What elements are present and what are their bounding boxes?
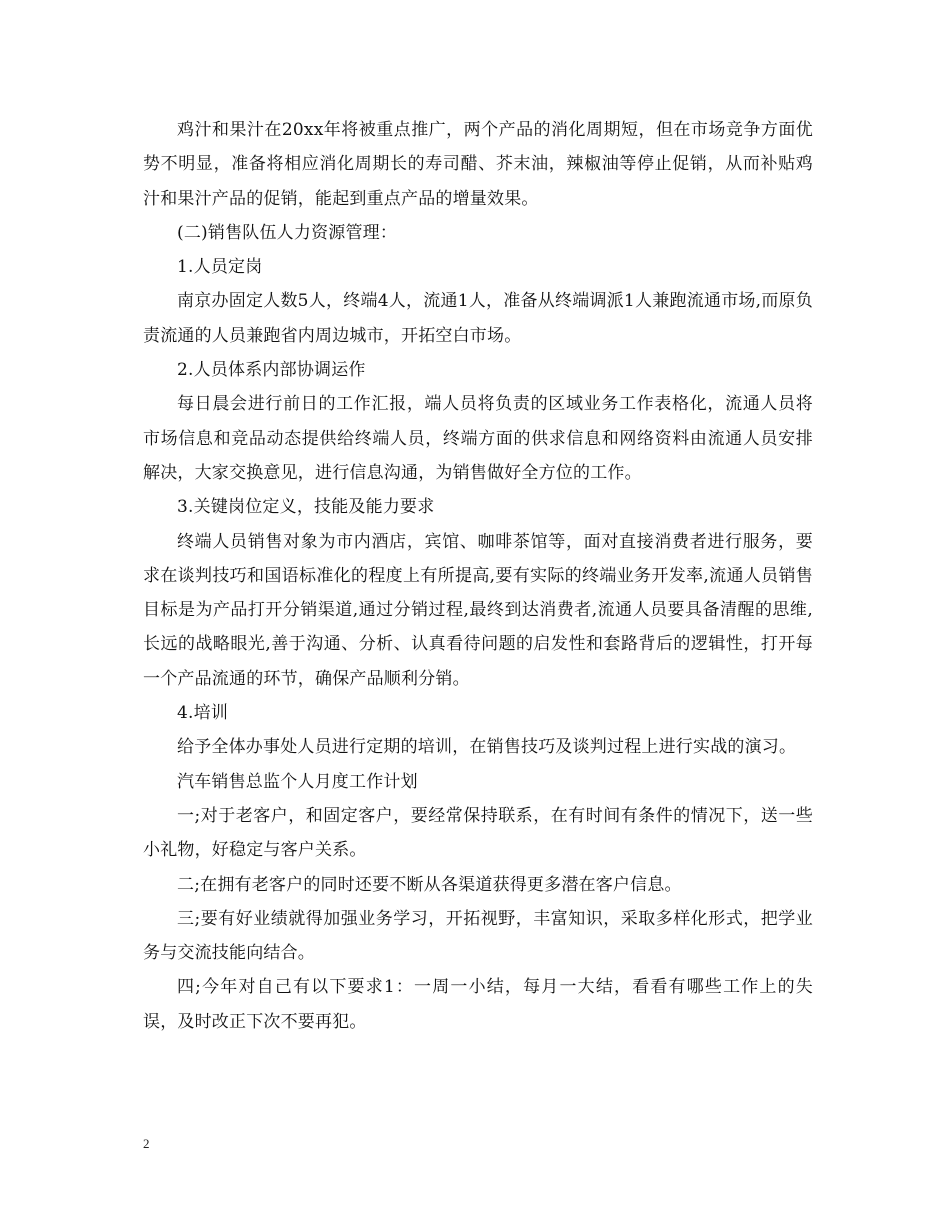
paragraph-plan-item-3: 三;要有好业绩就得加强业务学习，开拓视野，丰富知识，采取多样化形式，把学业务与交流技能向结合。 [143, 908, 813, 964]
page-number: 2 [143, 1136, 150, 1151]
document-body [143, 113, 813, 1039]
paragraph-internal-coordination: 每日晨会进行前日的工作汇报，端人员将负责的区域业务工作表格化，流通人员将市场信息和竞品动态提供给终端人员，终端方面的供求信息和网络资料由流通人员安排解决，大家交换意见，进行信息沟通，为销售做好全方位的工作。 [143, 394, 813, 483]
paragraph-key-positions: 终端人员销售对象为市内酒店，宾馆、咖啡茶馆等，面对直接消费者进行服务，要求在谈判技巧和国语标准化的程度上有所提高,要有实际的终端业务开发率,流通人员销售目标是为产品打开分销渠道,通过分销过程,最终到达消费者,流通人员要具备清醒的思维,长远的战略眼光,善于沟通、分析、认真看待问题的启发性和套路背后的逻辑性，打开每一个产品流通的环节，确保产品顺利分销。 [143, 531, 813, 689]
heading-internal-coordination: 2.人员体系内部协调运作 [177, 360, 366, 381]
paragraph-plan-item-2: 二;在拥有老客户的同时还要不断从各渠道获得更多潜在客户信息。 [177, 874, 682, 895]
heading-staff-positions: 1.人员定岗 [177, 257, 263, 278]
heading-sales-team-hr: (二)销售队伍人力资源管理： [177, 222, 398, 243]
paragraph-staff-positions: 南京办固定人数5人，终端4人，流通1人，准备从终端调派1人兼跑流通市场,而原负责流通的人员兼跑省内周边城市，开拓空白市场。 [143, 291, 813, 346]
paragraph-juice-promotion: 鸡汁和果汁在20xx年将被重点推广，两个产品的消化周期短，但在市场竞争方面优势不明显，准备将相应消化周期长的寿司醋、芥末油，辣椒油等停止促销，从而补贴鸡汁和果汁产品的促销，能起到重点产品的增量效果。 [143, 120, 813, 209]
heading-training: 4.培训 [177, 703, 229, 724]
paragraph-plan-item-4: 四;今年对自己有以下要求1：一周一小结，每月一大结，看看有哪些工作上的失误，及时改正下次不要再犯。 [143, 977, 813, 1032]
paragraph-training: 给予全体办事处人员进行定期的培训，在销售技巧及谈判过程上进行实战的演习。 [177, 737, 797, 758]
paragraph-plan-item-1: 一;对于老客户，和固定客户，要经常保持联系，在有时间有条件的情况下，送一些小礼物，好稳定与客户关系。 [143, 805, 813, 861]
heading-key-positions: 3.关键岗位定义，技能及能力要求 [177, 497, 435, 518]
heading-monthly-plan: 汽车销售总监个人月度工作计划 [177, 771, 418, 792]
